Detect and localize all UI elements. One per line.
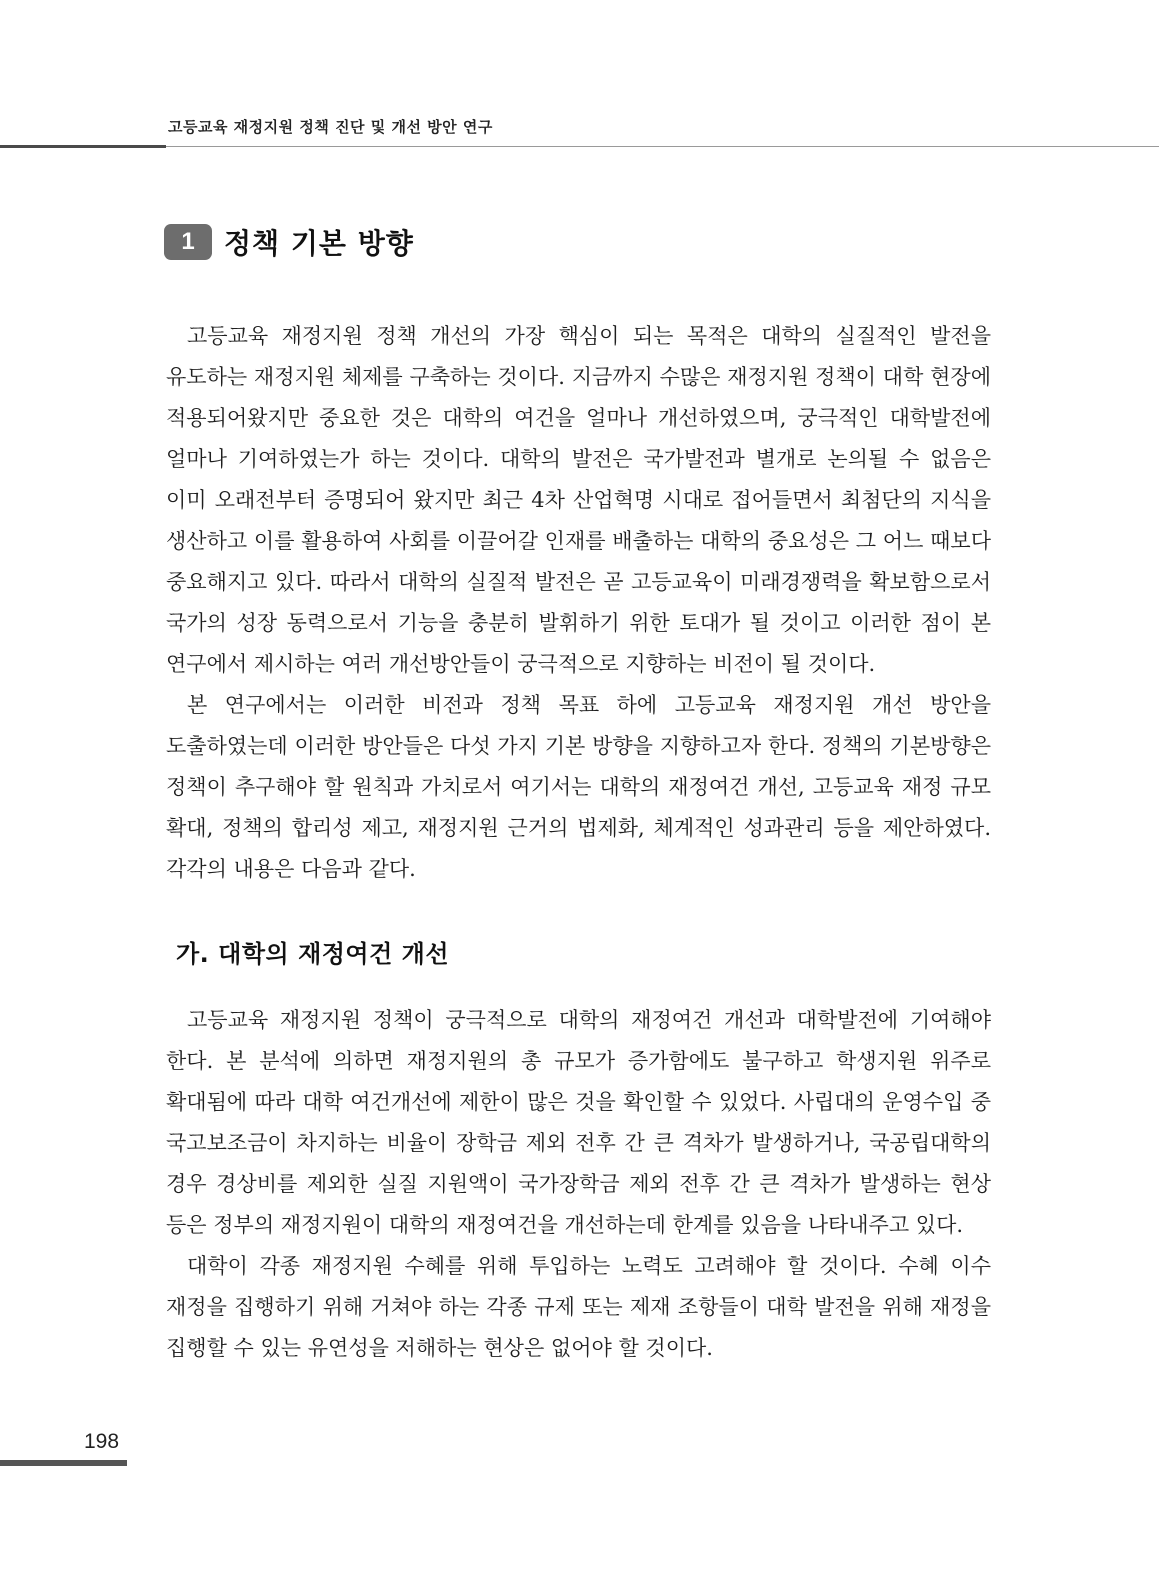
- footer-rule: [0, 1460, 127, 1466]
- subsection-body: [166, 1000, 991, 1369]
- paragraph: 고등교육 재정지원 정책이 궁극적으로 대학의 재정여건 개선과 대학발전에 기여해야 한다. 본 분석에 의하면 재정지원의 총 규모가 증가함에도 불구하고 학생지원 위주로 확대됨에 따라 대학 여건개선에 제한이 많은 것을 확인할 수 있었다. 사립대의 운영수입 중 국고보조금이 차지하는 비율이 장학금 제외 전후 간 큰 격차가 발생하거나, 국공립대학의 경우 경상비를 제외한 실질 지원액이 국가장학금 제외 전후 간 큰 격차가 발생하는 현상 등은 정부의 재정지원이 대학의 재정여건을 개선하는데 한계를 있음을 나타내주고 있다.: [166, 1008, 991, 1237]
- paragraph: 대학이 각종 재정지원 수혜를 위해 투입하는 노력도 고려해야 할 것이다. 수혜 이수 재정을 집행하기 위해 거쳐야 하는 각종 규제 또는 제재 조항들이 대학 발전을 위해 재정을 집행할 수 있는 유연성을 저해하는 현상은 없어야 할 것이다.: [166, 1254, 991, 1360]
- section-title: 정책 기본 방향: [224, 227, 414, 260]
- section-body: [166, 316, 991, 890]
- paragraph: 고등교육 재정지원 정책 개선의 가장 핵심이 되는 목적은 대학의 실질적인 발전을 유도하는 재정지원 체제를 구축하는 것이다. 지금까지 수많은 재정지원 정책이 대학 현장에 적용되어왔지만 중요한 것은 대학의 여건을 얼마나 개선하였으며, 궁극적인 대학발전에 얼마나 기여하였는가 하는 것이다. 대학의 발전은 국가발전과 별개로 논의될 수 없음은 이미 오래전부터 증명되어 왔지만 최근 4차 산업혁명 시대로 접어들면서 최첨단의 지식을 생산하고 이를 활용하여 사회를 이끌어갈 인재를 배출하는 대학의 중요성은 그 어느 때보다 중요해지고 있다. 따라서 대학의 실질적 발전은 곧 고등교육이 미래경쟁력을 확보함으로서 국가의 성장 동력으로서 기능을 충분히 발휘하기 위한 토대가 될 것이고 이러한 점이 본 연구에서 제시하는 여러 개선방안들이 궁극적으로 지향하는 비전이 될 것이다.: [166, 324, 991, 676]
- page-number: 198: [84, 1430, 120, 1453]
- header-rule-accent: [0, 145, 166, 148]
- subsection-title: 가. 대학의 재정여건 개선: [176, 940, 450, 968]
- section-number-badge: 1: [164, 224, 212, 260]
- paragraph: 본 연구에서는 이러한 비전과 정책 목표 하에 고등교육 재정지원 개선 방안을 도출하였는데 이러한 방안들은 다섯 가지 기본 방향을 지향하고자 한다. 정책의 기본방향은 정책이 추구해야 할 원칙과 가치로서 여기서는 대학의 재정여건 개선, 고등교육 재정 규모 확대, 정책의 합리성 제고, 재정지원 근거의 법제화, 체계적인 성과관리 등을 제안하였다. 각각의 내용은 다음과 같다.: [166, 693, 991, 881]
- header-rule: [0, 145, 1159, 148]
- header-rule-line: [166, 146, 1159, 147]
- section-heading: [164, 222, 414, 262]
- running-header-title: 고등교육 재정지원 정책 진단 및 개선 방안 연구: [168, 118, 493, 136]
